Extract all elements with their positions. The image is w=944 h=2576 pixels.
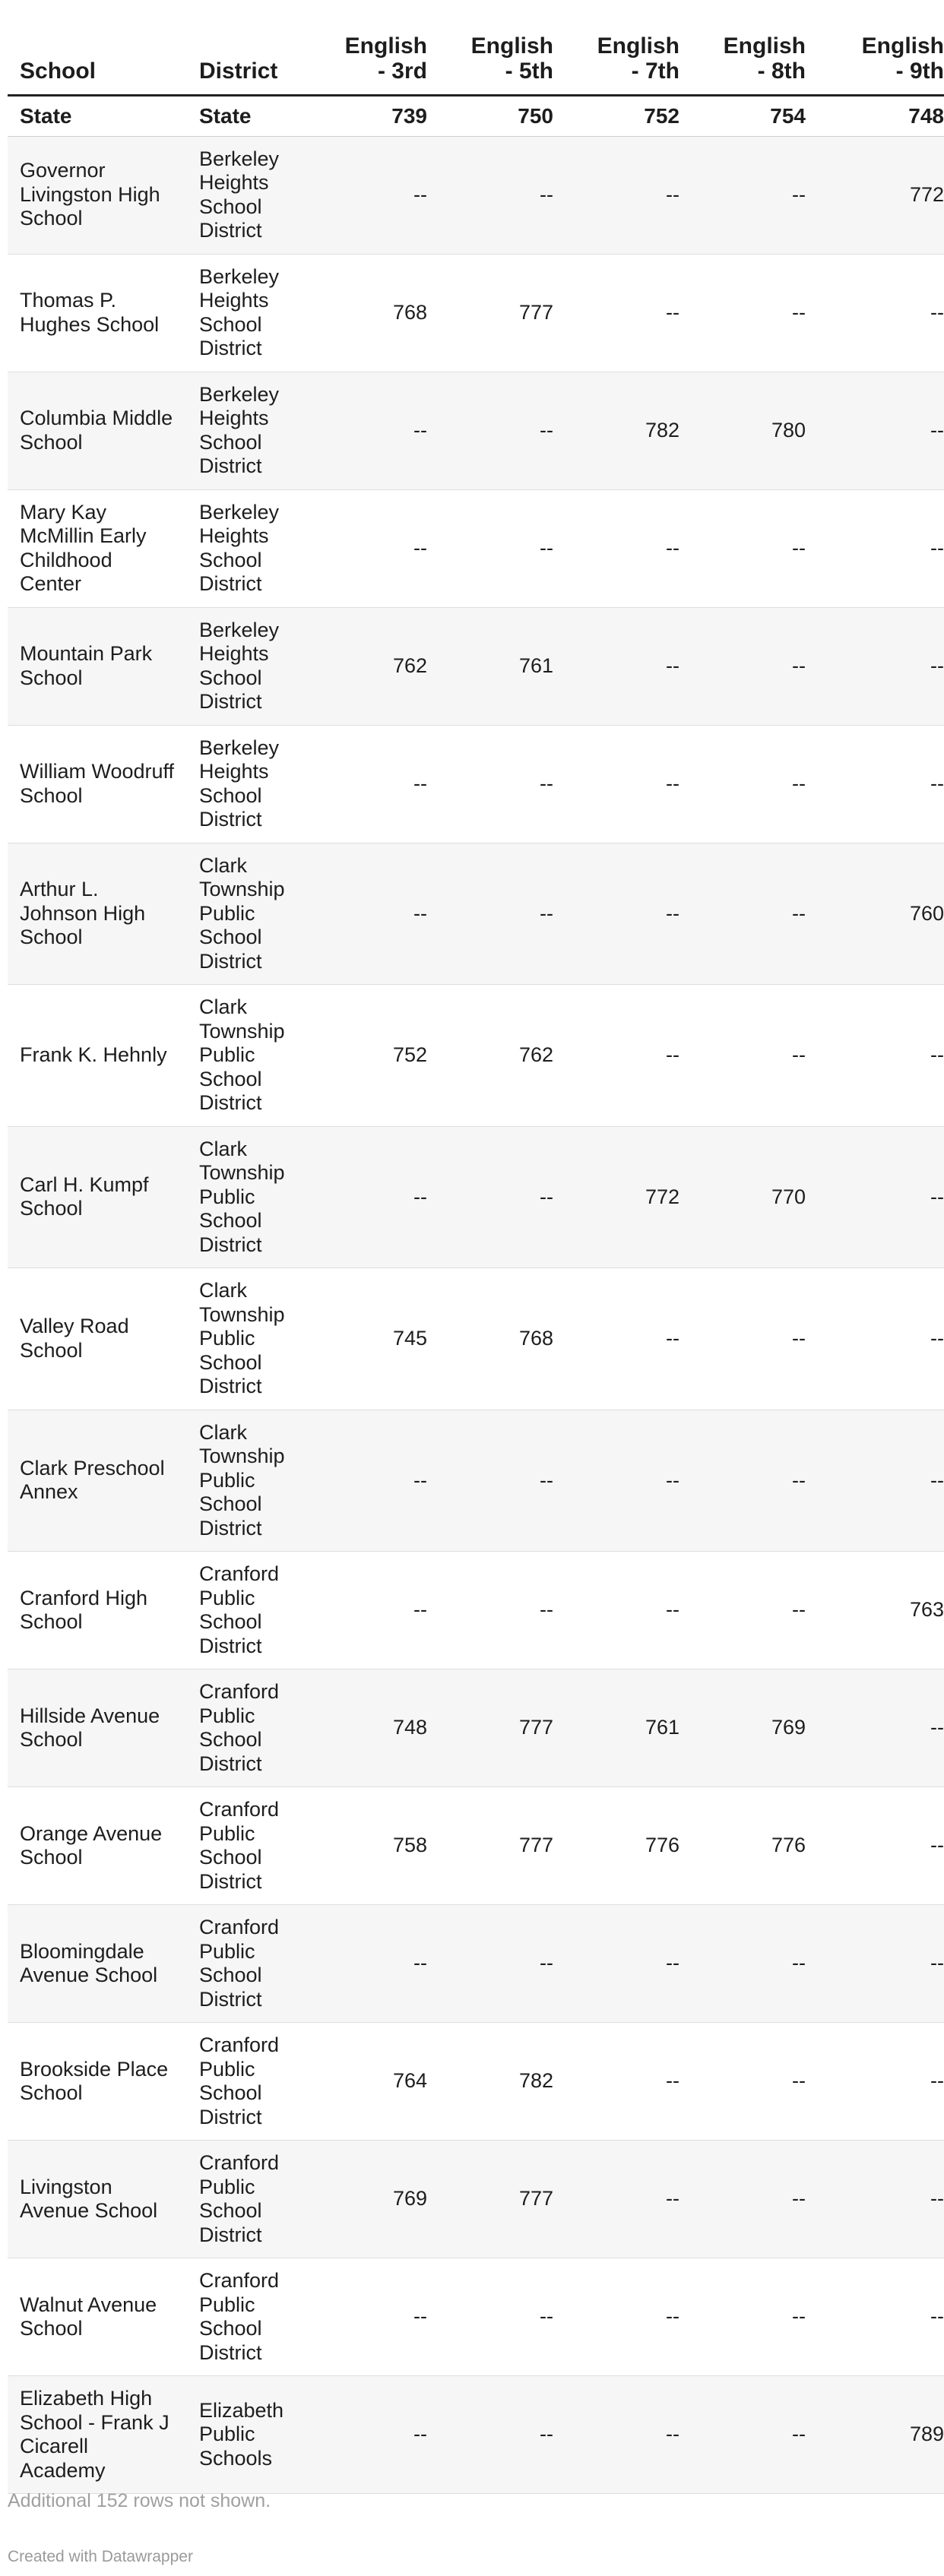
cell-english-9th: -- [818, 1268, 944, 1410]
table-row [8, 1787, 944, 1905]
cell-english-5th: -- [439, 1410, 565, 1552]
cell-english-5th: 777 [439, 2141, 565, 2258]
column-header-district[interactable]: District [187, 0, 313, 96]
cell-english-9th: -- [818, 985, 944, 1127]
cell-english-9th: -- [818, 1410, 944, 1552]
cell-school: Orange Avenue School [8, 1787, 187, 1905]
cell-english-5th: 782 [439, 2023, 565, 2141]
column-header-english-8th[interactable]: English - 8th [692, 0, 818, 96]
cell-school: Thomas P. Hughes School [8, 254, 187, 372]
cell-school: Livingston Avenue School [8, 2141, 187, 2258]
cell-english-7th: -- [565, 2258, 692, 2376]
cell-english-3rd: -- [313, 2258, 439, 2376]
cell-english-8th: 770 [692, 1126, 818, 1268]
cell-english-8th: -- [692, 2376, 818, 2494]
cell-district: Cranford Public School District [187, 1787, 313, 1905]
cell-school: Valley Road School [8, 1268, 187, 1410]
cell-english-3rd: -- [313, 372, 439, 489]
header-row [8, 0, 944, 96]
cell-district: Berkeley Heights School District [187, 725, 313, 843]
cell-english-7th: 782 [565, 372, 692, 489]
cell-english-5th: -- [439, 725, 565, 843]
cell-school: Elizabeth High School - Frank J Cicarell Academy [8, 2376, 187, 2494]
cell-english-3rd: -- [313, 1905, 439, 2023]
cell-school: Carl H. Kumpf School [8, 1126, 187, 1268]
cell-school: State [8, 96, 187, 137]
column-header-english-9th[interactable]: English - 9th [818, 0, 944, 96]
datawrapper-credit[interactable]: Created with Datawrapper [8, 2548, 193, 2565]
cell-english-7th: -- [565, 985, 692, 1127]
cell-district: Berkeley Heights School District [187, 372, 313, 489]
cell-district: Cranford Public School District [187, 2141, 313, 2258]
cell-english-3rd: 748 [313, 1669, 439, 1787]
cell-english-5th: 762 [439, 985, 565, 1127]
cell-english-5th: 761 [439, 607, 565, 725]
cell-english-5th: -- [439, 1552, 565, 1669]
cell-english-3rd: -- [313, 1552, 439, 1669]
cell-district: Clark Township Public School District [187, 843, 313, 985]
cell-english-5th: 768 [439, 1268, 565, 1410]
cell-english-9th: -- [818, 607, 944, 725]
cell-district: Berkeley Heights School District [187, 607, 313, 725]
cell-school: Brookside Place School [8, 2023, 187, 2141]
cell-english-5th: -- [439, 1905, 565, 2023]
cell-english-8th: -- [692, 136, 818, 254]
cell-school: Mountain Park School [8, 607, 187, 725]
cell-english-3rd: -- [313, 725, 439, 843]
cell-district: Clark Township Public School District [187, 985, 313, 1127]
cell-school: Walnut Avenue School [8, 2258, 187, 2376]
cell-english-3rd: -- [313, 136, 439, 254]
cell-school: William Woodruff School [8, 725, 187, 843]
cell-english-7th: 776 [565, 1787, 692, 1905]
cell-english-5th: -- [439, 136, 565, 254]
cell-english-5th: 777 [439, 254, 565, 372]
cell-english-8th: 769 [692, 1669, 818, 1787]
cell-district: Cranford Public School District [187, 1669, 313, 1787]
cell-school: Clark Preschool Annex [8, 1410, 187, 1552]
cell-english-5th: 777 [439, 1669, 565, 1787]
cell-english-3rd: -- [313, 843, 439, 985]
cell-english-3rd: 739 [313, 96, 439, 137]
table-row [8, 843, 944, 985]
table-row [8, 2023, 944, 2141]
table-row [8, 725, 944, 843]
cell-district: Cranford Public School District [187, 1905, 313, 2023]
cell-school: Hillside Avenue School [8, 1669, 187, 1787]
cell-english-9th: -- [818, 2023, 944, 2141]
cell-english-7th: -- [565, 2141, 692, 2258]
cell-english-7th: 772 [565, 1126, 692, 1268]
cell-english-3rd: 752 [313, 985, 439, 1127]
table-row [8, 1905, 944, 2023]
column-header-school[interactable]: School [8, 0, 187, 96]
cell-english-3rd: 764 [313, 2023, 439, 2141]
cell-english-8th: 754 [692, 96, 818, 137]
table-row [8, 2258, 944, 2376]
cell-english-8th: -- [692, 1905, 818, 2023]
cell-school: Bloomingdale Avenue School [8, 1905, 187, 2023]
cell-english-8th: -- [692, 1268, 818, 1410]
cell-english-7th: -- [565, 254, 692, 372]
cell-english-7th: -- [565, 489, 692, 607]
column-header-english-7th[interactable]: English - 7th [565, 0, 692, 96]
cell-english-9th: -- [818, 2258, 944, 2376]
cell-english-7th: -- [565, 136, 692, 254]
cell-english-5th: -- [439, 372, 565, 489]
cell-school: Mary Kay McMillin Early Childhood Center [8, 489, 187, 607]
cell-english-8th: 776 [692, 1787, 818, 1905]
cell-english-3rd: 762 [313, 607, 439, 725]
scores-table [8, 0, 944, 2494]
cell-english-7th: 761 [565, 1669, 692, 1787]
cell-english-8th: -- [692, 254, 818, 372]
table-row [8, 607, 944, 725]
table-row [8, 985, 944, 1127]
cell-school: Governor Livingston High School [8, 136, 187, 254]
cell-english-3rd: -- [313, 489, 439, 607]
cell-english-9th: -- [818, 254, 944, 372]
cell-english-9th: -- [818, 2141, 944, 2258]
cell-district: Cranford Public School District [187, 2023, 313, 2141]
cell-english-3rd: 768 [313, 254, 439, 372]
cell-english-8th: -- [692, 843, 818, 985]
cell-english-9th: 760 [818, 843, 944, 985]
cell-district: Cranford Public School District [187, 2258, 313, 2376]
cell-english-8th: -- [692, 2023, 818, 2141]
cell-english-5th: -- [439, 2376, 565, 2494]
cell-district: Berkeley Heights School District [187, 136, 313, 254]
cell-english-8th: 780 [692, 372, 818, 489]
cell-english-8th: -- [692, 725, 818, 843]
table-row [8, 1268, 944, 1410]
rows-not-shown-note: Additional 152 rows not shown. [8, 2490, 271, 2511]
cell-english-7th: -- [565, 2376, 692, 2494]
table-row [8, 136, 944, 254]
cell-school: Cranford High School [8, 1552, 187, 1669]
cell-english-9th: -- [818, 372, 944, 489]
cell-school: Columbia Middle School [8, 372, 187, 489]
cell-english-8th: -- [692, 985, 818, 1127]
cell-district: State [187, 96, 313, 137]
cell-district: Berkeley Heights School District [187, 254, 313, 372]
cell-english-7th: -- [565, 1268, 692, 1410]
table-row [8, 1552, 944, 1669]
cell-english-7th: -- [565, 607, 692, 725]
table-row [8, 1126, 944, 1268]
cell-english-9th: 772 [818, 136, 944, 254]
cell-english-5th: -- [439, 2258, 565, 2376]
cell-english-5th: 750 [439, 96, 565, 137]
cell-district: Cranford Public School District [187, 1552, 313, 1669]
cell-english-8th: -- [692, 489, 818, 607]
column-header-english-3rd[interactable]: English - 3rd [313, 0, 439, 96]
cell-english-9th: -- [818, 489, 944, 607]
cell-english-7th: -- [565, 843, 692, 985]
cell-english-8th: -- [692, 607, 818, 725]
cell-english-3rd: -- [313, 1126, 439, 1268]
table-row [8, 2376, 944, 2494]
table-row [8, 2141, 944, 2258]
cell-district: Elizabeth Public Schools [187, 2376, 313, 2494]
cell-school: Arthur L. Johnson High School [8, 843, 187, 985]
cell-english-3rd: -- [313, 2376, 439, 2494]
cell-english-8th: -- [692, 2141, 818, 2258]
cell-district: Clark Township Public School District [187, 1268, 313, 1410]
cell-english-7th: 752 [565, 96, 692, 137]
cell-english-7th: -- [565, 1552, 692, 1669]
cell-district: Berkeley Heights School District [187, 489, 313, 607]
cell-english-8th: -- [692, 1410, 818, 1552]
state-row [8, 96, 944, 137]
table-row [8, 1410, 944, 1552]
table-container [8, 0, 944, 2494]
cell-english-3rd: 769 [313, 2141, 439, 2258]
table-row [8, 254, 944, 372]
cell-english-9th: 763 [818, 1552, 944, 1669]
cell-english-9th: -- [818, 1126, 944, 1268]
cell-district: Clark Township Public School District [187, 1126, 313, 1268]
cell-english-9th: 789 [818, 2376, 944, 2494]
cell-english-7th: -- [565, 2023, 692, 2141]
cell-english-3rd: 745 [313, 1268, 439, 1410]
cell-english-9th: -- [818, 1905, 944, 2023]
cell-english-8th: -- [692, 2258, 818, 2376]
cell-english-3rd: 758 [313, 1787, 439, 1905]
column-header-english-5th[interactable]: English - 5th [439, 0, 565, 96]
table-row [8, 489, 944, 607]
cell-english-9th: -- [818, 1669, 944, 1787]
cell-english-5th: -- [439, 489, 565, 607]
table-body [8, 96, 944, 2494]
cell-english-5th: -- [439, 1126, 565, 1268]
cell-school: Frank K. Hehnly [8, 985, 187, 1127]
table-row [8, 1669, 944, 1787]
cell-english-9th: -- [818, 1787, 944, 1905]
cell-english-9th: -- [818, 725, 944, 843]
cell-english-7th: -- [565, 1905, 692, 2023]
cell-english-5th: 777 [439, 1787, 565, 1905]
cell-english-7th: -- [565, 1410, 692, 1552]
table-row [8, 372, 944, 489]
cell-english-7th: -- [565, 725, 692, 843]
cell-english-3rd: -- [313, 1410, 439, 1552]
cell-district: Clark Township Public School District [187, 1410, 313, 1552]
cell-english-9th: 748 [818, 96, 944, 137]
cell-english-8th: -- [692, 1552, 818, 1669]
cell-english-5th: -- [439, 843, 565, 985]
